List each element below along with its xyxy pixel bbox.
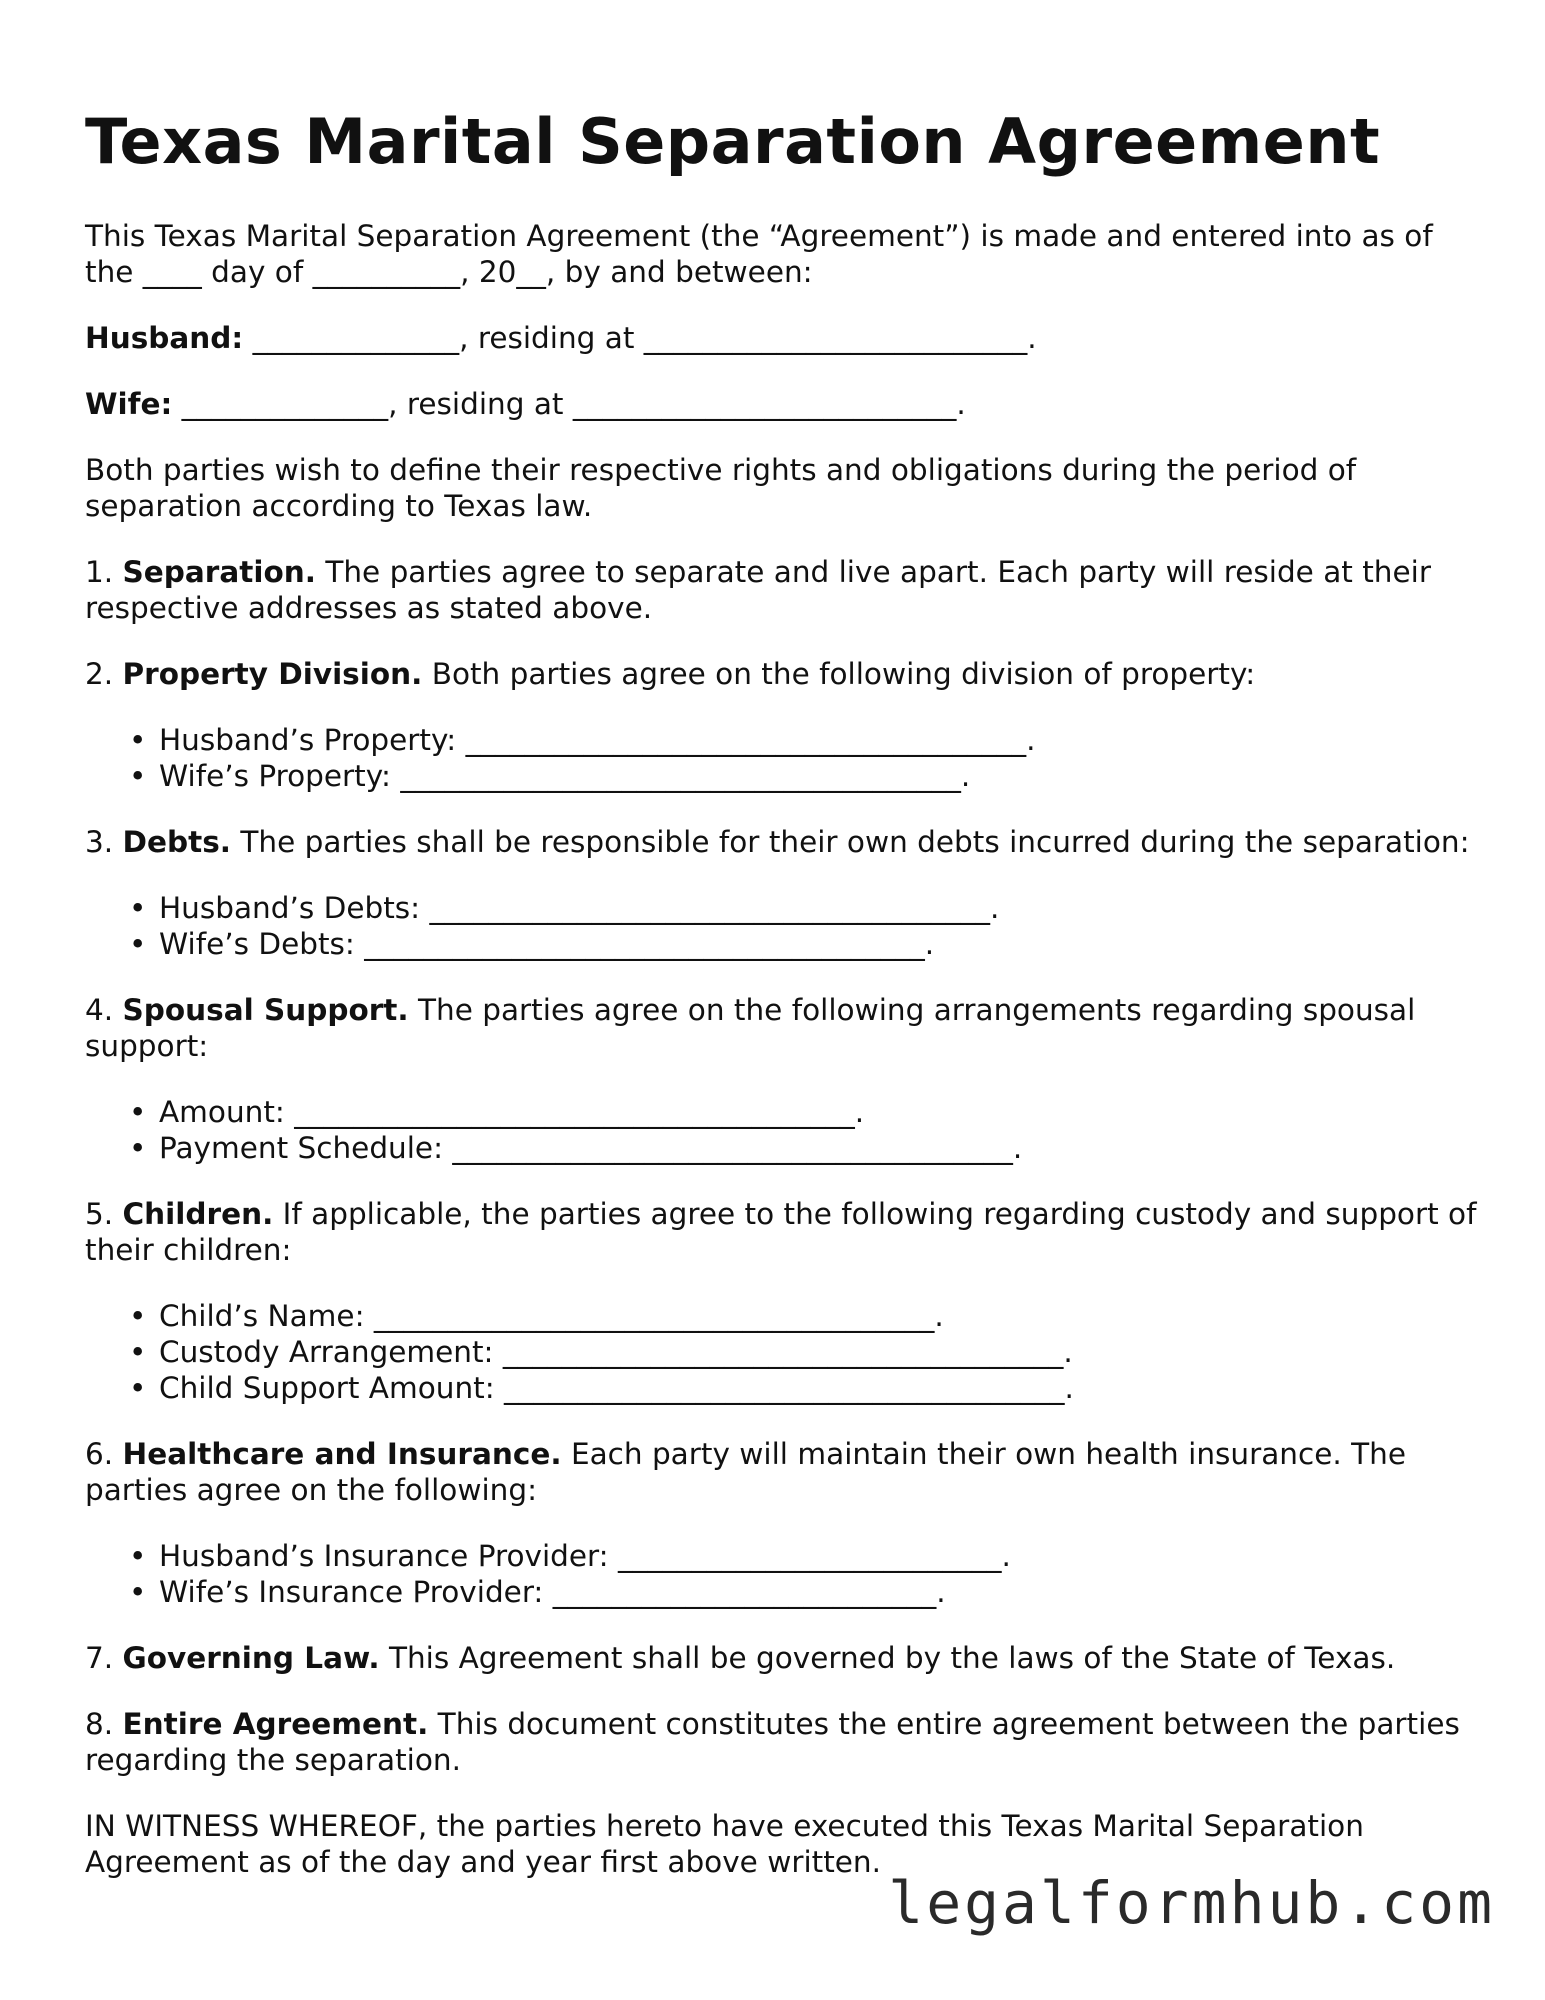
section-property-division (85, 656, 1485, 692)
section-heading: Healthcare and Insurance. (122, 1437, 562, 1471)
section-number: 2. (85, 657, 123, 691)
husband-line (85, 320, 1485, 356)
section-spousal-support (85, 992, 1485, 1064)
closing-paragraph: IN WITNESS WHEREOF, the parties hereto have executed this Texas Marital Separation Agreement as of the day and year first above written. (85, 1809, 1364, 1879)
section-number: 4. (85, 993, 123, 1027)
section-separation (85, 554, 1485, 626)
property-list (85, 722, 1485, 794)
list-item: • Payment Schedule: ______________________________________. (159, 1130, 1485, 1166)
wife-label: Wife: (85, 387, 173, 421)
section-number: 6. (85, 1437, 123, 1471)
children-list (85, 1298, 1485, 1406)
wife-line (85, 386, 1485, 422)
section-text: If applicable, the parties agree to the following regarding custody and support of their children: (85, 1197, 1477, 1267)
list-item: • Wife’s Property: ______________________________________. (159, 758, 1485, 794)
section-number: 7. (85, 1641, 123, 1675)
document-title: Texas Marital Separation Agreement (85, 105, 1381, 178)
section-debts (85, 824, 1485, 860)
list-item: • Child’s Name: ______________________________________. (159, 1298, 1485, 1334)
insurance-list (85, 1538, 1485, 1610)
debts-list (85, 890, 1485, 962)
section-text: This document constitutes the entire agreement between the parties regarding the separation. (85, 1707, 1460, 1777)
section-heading: Governing Law. (122, 1641, 380, 1675)
spousal-support-list (85, 1094, 1485, 1166)
section-number: 5. (85, 1197, 123, 1231)
section-text: The parties agree to separate and live apart. Each party will reside at their respective addresses as stated above. (85, 555, 1431, 625)
section-number: 8. (85, 1707, 123, 1741)
section-text: Each party will maintain their own health insurance. The parties agree on the following: (85, 1437, 1406, 1507)
section-entire-agreement (85, 1706, 1485, 1778)
husband-text: ______________, residing at __________________________. (243, 321, 1037, 355)
list-item: • Custody Arrangement: ______________________________________. (159, 1334, 1485, 1370)
list-item: • Husband’s Debts: ______________________________________. (159, 890, 1485, 926)
section-heading: Children. (122, 1197, 274, 1231)
section-heading: Property Division. (122, 657, 423, 691)
list-item: • Amount: ______________________________________. (159, 1094, 1485, 1130)
wife-text: ______________, residing at __________________________. (172, 387, 966, 421)
list-item: • Husband’s Property: ______________________________________. (159, 722, 1485, 758)
husband-label: Husband: (85, 321, 244, 355)
section-children (85, 1196, 1485, 1268)
list-item: • Wife’s Debts: ______________________________________. (159, 926, 1485, 962)
section-heading: Entire Agreement. (122, 1707, 429, 1741)
section-heading: Spousal Support. (122, 993, 409, 1027)
list-item: • Husband’s Insurance Provider: __________________________. (159, 1538, 1485, 1574)
watermark: legalformhub.com (888, 1869, 1495, 1937)
document-page (85, 104, 1485, 1910)
section-text: The parties agree on the following arrangements regarding spousal support: (85, 993, 1416, 1063)
list-item: • Wife’s Insurance Provider: __________________________. (159, 1574, 1485, 1610)
section-governing-law (85, 1640, 1485, 1676)
purpose-paragraph: Both parties wish to define their respective rights and obligations during the period of separation according to Texas law. (85, 453, 1357, 523)
intro-paragraph: This Texas Marital Separation Agreement (the “Agreement”) is made and entered into as of the ____ day of __________, 20__, by and between: (85, 219, 1433, 289)
section-number: 1. (85, 555, 123, 589)
list-item: • Child Support Amount: ______________________________________. (159, 1370, 1485, 1406)
section-text: This Agreement shall be governed by the laws of the State of Texas. (379, 1641, 1396, 1675)
section-healthcare (85, 1436, 1485, 1508)
section-text: The parties shall be responsible for their own debts incurred during the separation: (231, 825, 1470, 859)
section-text: Both parties agree on the following division of property: (422, 657, 1256, 691)
section-heading: Separation. (122, 555, 316, 589)
section-number: 3. (85, 825, 123, 859)
section-heading: Debts. (122, 825, 232, 859)
